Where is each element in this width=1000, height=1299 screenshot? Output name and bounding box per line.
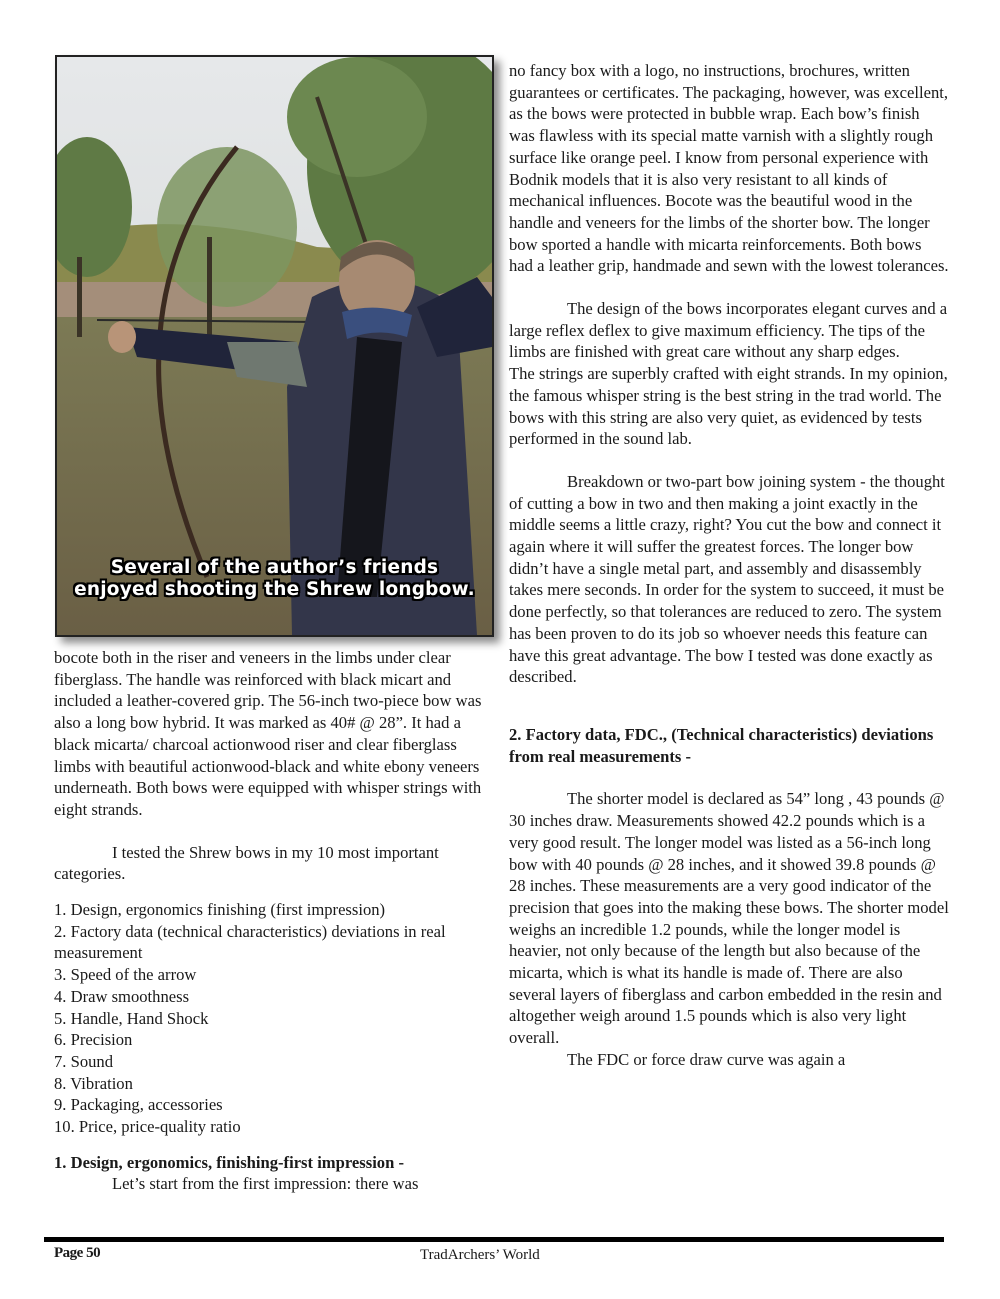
left-column: [54, 647, 494, 1195]
category-item: 3. Speed of the arrow: [54, 965, 197, 985]
body-paragraph: The strings are superbly crafted with eight strands. In my opinion, the famous whisper string is the best string in the trad world. The bows with this string are also very quiet, as evidenced by tests performed in the sound lab.: [509, 364, 948, 449]
photo-caption-line-2: enjoyed shooting the Shrew longbow.: [74, 579, 475, 600]
category-item: 5. Handle, Hand Shock: [54, 1008, 209, 1028]
body-paragraph: Let’s start from the first impression: there was: [112, 1174, 419, 1194]
body-paragraph: The design of the bows incorporates elegant curves and a large reflex deflex to give maximum efficiency. The tips of the limbs are finished with great care without any sharp edges.: [509, 299, 948, 362]
body-paragraph: The shorter model is declared as 54” long , 43 pounds @ 30 inches draw. Measurements showed 42.2 pounds which is a very good result. The longer model was listed as a 56-inch long bow with 40 pounds @ 28 inches, and it showed 39.8 pounds @ 28 inches. These measurements are a very good indicator of the precision that goes into the making these bows. The shorter model weighs an incredible 1.2 pounds, while the longer model is heavier, not only because of the length but also because of the micarta, which is what its handle is made of. There are also several layers of fiberglass and carbon embedded in the resin and altogether weigh around 1.5 pounds which is also very light overall.: [509, 789, 949, 1048]
category-item: 6. Precision: [54, 1030, 133, 1050]
categories-list: [54, 899, 494, 1138]
category-item: 2. Factory data (technical characteristics) deviations in real measurement: [54, 921, 446, 963]
body-paragraph: no fancy box with a logo, no instructions, brochures, written guarantees or certificates. The packaging, however, was excellent, as the bows were protected in bubble wrap. Each bow’s finish was flawless with its special matte varnish with a slightly rough surface like orange peel. I know from personal experience with Bodnik models that it is also very resistant to all kinds of mechanical influences. Bocote was the beautiful wood in the handle and veneers for the limbs of the shorter bow. The longer bow sported a handle with micarta reinforcements. Both bows had a leather grip, handmade and sewn with the lowest tolerances.: [509, 61, 949, 276]
category-item: 10. Price, price-quality ratio: [54, 1117, 241, 1137]
category-item: 1. Design, ergonomics finishing (first impression): [54, 900, 386, 920]
section-heading: 1. Design, ergonomics, finishing-first impression -: [54, 1152, 405, 1172]
category-item: 9. Packaging, accessories: [54, 1095, 223, 1115]
category-item: 8. Vibration: [54, 1073, 133, 1093]
category-item: 7. Sound: [54, 1051, 114, 1071]
page-number: Page 50: [54, 1245, 101, 1261]
footer-rule: [44, 1237, 944, 1242]
section-heading: 2. Factory data, FDC., (Technical characteristics) deviations from real measurements -: [509, 724, 934, 766]
body-paragraph: bocote both in the riser and veneers in the limbs under clear fiberglass. The handle was reinforced with black micart and included a leather-covered grip. The 56-inch two-piece bow was also a long bow hybrid. It was marked as 40# @ 28”. It had a black micarta/ charcoal actionwood riser and clear fiberglass limbs with beautiful actionwood-black and white ebony veneers underneath. Both bows were equipped with whisper strings with eight strands.: [54, 648, 482, 819]
body-paragraph: I tested the Shrew bows in my 10 most important categories.: [54, 842, 439, 884]
right-column: [509, 60, 949, 1071]
body-paragraph: Breakdown or two-part bow joining system - the thought of cutting a bow in two and then making a joint exactly in the middle seems a little crazy, right? You cut the bow and connect it again where it will suffer the greatest forces. The longer bow didn’t have a single metal part, and assembly and disassembly takes mere seconds. In order for the system to succeed, it must be done perfectly, so that tolerances are reduced to zero. The system has been proven to do its job so whoever needs this feature can have this great advantage. The bow I tested was done exactly as described.: [509, 471, 945, 687]
category-item: 4. Draw smoothness: [54, 986, 190, 1006]
body-paragraph: The FDC or force draw curve was again a: [567, 1049, 846, 1069]
publication-name: TradArchers’ World: [420, 1247, 540, 1263]
archer-photo-illustration: [57, 57, 492, 635]
archer-photo: [55, 55, 494, 637]
photo-caption-line-1: Several of the author’s friends: [110, 557, 439, 578]
photo-caption: [57, 557, 492, 601]
